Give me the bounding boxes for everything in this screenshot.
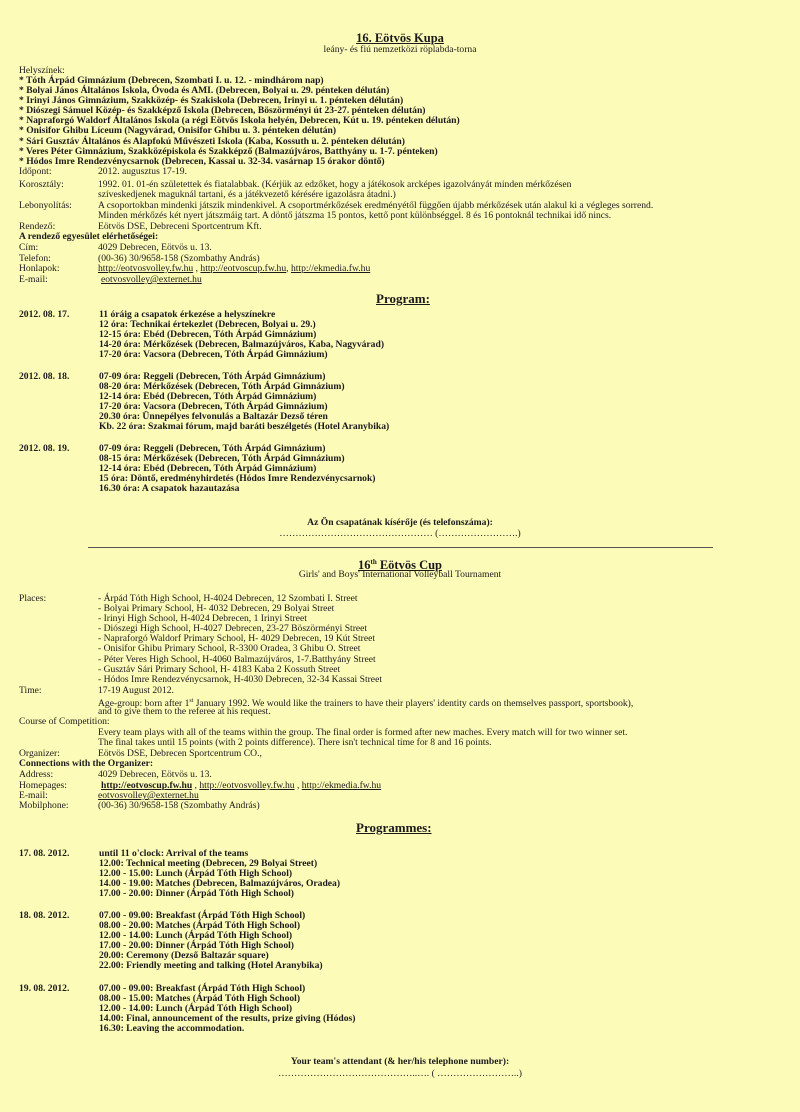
email-label: E-mail: [19, 790, 48, 801]
venue-item: * Tóth Árpád Gimnázium (Debrecen, Szombati I. u. 12. - mindhárom nap) [19, 75, 324, 86]
email-link[interactable]: eotvosvolley@externet.hu [98, 790, 199, 801]
age-value: 1992. 01. 01-én születettek és fiatalabbak. (Kérjük az edzőket, hogy a játékosok arcképes igazolványát minden mérkőzésen [98, 179, 572, 190]
phone-value: (00-36) 30/9658-158 (Szombathy András) [98, 253, 260, 264]
schedule-item: 12-14 óra: Ebéd (Debrecen, Tóth Árpád Gimnázium) [99, 391, 317, 403]
schedule-day [99, 984, 355, 1034]
course-label: Course of Competition: [19, 716, 110, 727]
organizer-label: Rendező: [19, 221, 56, 232]
page-title: 16. Eötvös Kupa [356, 31, 444, 45]
section-divider [88, 547, 713, 548]
mobile-value: (00-36) 30/9658-158 (Szombathy András) [98, 800, 260, 811]
schedule-item: 17-20 óra: Vacsora (Debrecen, Tóth Árpád Gimnázium) [99, 349, 328, 361]
schedule-item: 11 óráig a csapatok érkezése a helyszínekre [99, 309, 276, 320]
attendant-fill-line: ……………………………………..…. ( ……………………..) [278, 1068, 522, 1079]
schedule-item: 14.00 - 19.00: Matches (Debrecen, Balmazújváros, Oradea) [99, 878, 341, 890]
schedule-item: 20.00: Ceremony (Dezső Baltazár square) [99, 950, 269, 962]
email-label: E-mail: [19, 274, 48, 285]
schedule-date: 17. 08. 2012. [19, 848, 70, 859]
schedule-day [99, 310, 384, 360]
english-subtitle: Girls' and Boys' International Volleyball Tournament [298, 569, 502, 580]
page-subtitle: leány- és fiú nemzetközi röplabda-torna [323, 44, 477, 55]
schedule-day [99, 911, 323, 972]
schedule-item: 16.30 óra: A csapatok hazautazása [99, 483, 240, 495]
homepage-link[interactable]: http://eotvoscup.fw.hu [200, 263, 287, 274]
english-title: 16th Eötvös Cup [357, 558, 443, 573]
attendant-label: Az Ön csapatának kísérője (és telefonszáma): [307, 517, 493, 528]
place-item: - Diószegi High School, H-4027 Debrecen, 23-27 Böszörményi Street [98, 623, 368, 635]
course-value: A csoportokban mindenki játszik mindenkivel. A csoportmérkőzések eredményétől függően újabb mérkőzések után alakul ki a végleges sorrend. [98, 200, 654, 211]
age-group-text-2: and to give them to the referee at his request. [98, 706, 271, 717]
homepage-links: http://eotvoscup.fw.hu , http://eotvosvolley.fw.hu , http://ekmedia.fw.hu [101, 780, 382, 791]
venue-item: * Veres Péter Gimnázium, Szakközépiskola és Szakképző (Balmazújváros, Batthyány u. 1-7. pénteken) [19, 145, 438, 157]
schedule-item: 08.00 - 15.00: Matches (Árpád Tóth High School) [99, 993, 301, 1005]
organizer-value: Eötvös DSE, Debreceni Sportcentrum Kft. [98, 221, 262, 232]
schedule-day [99, 372, 389, 433]
schedule-item: 22.00: Friendly meeting and talking (Hotel Aranybika) [99, 960, 323, 972]
schedule-item: 15 óra: Döntő, eredményhirdetés (Hódos Imre Rendezvénycsarnok) [99, 473, 376, 485]
place-item: - Bolyai Primary School, H- 4032 Debrecen, 29 Bolyai Street [98, 603, 335, 615]
schedule-item: 12.00: Technical meeting (Debrecen, 29 Bolyai Street) [99, 858, 318, 870]
places-label: Places: [19, 593, 47, 604]
address-value: 4029 Debrecen, Eötvös u. 13. [98, 769, 212, 780]
venue-item: * Diószegi Sámuel Közép- és Szakképző Iskola (Debrecen, Böszörményi út 23-27. pénteken délután) [19, 105, 426, 117]
homepage-link[interactable]: http://ekmedia.fw.hu [290, 263, 371, 274]
venue-item: * Irinyi János Gimnázium, Szakközép- és Szakiskola (Debrecen, Irinyi u. 1. pénteken délután) [19, 95, 404, 107]
places-list [98, 594, 382, 685]
address-value: 4029 Debrecen, Eötvös u. 13. [98, 242, 212, 253]
schedule-date: 18. 08. 2012. [19, 910, 70, 921]
homepage-link[interactable]: http://eotvoscup.fw.hu [101, 780, 193, 791]
place-item: - Hódos Imre Rendezvénycsarnok, H-4030 Debrecen, 32-34 Kassai Street [98, 673, 382, 685]
contact-heading: A rendező egyesület elérhetőségei: [19, 231, 159, 242]
schedule-item: 12.00 - 14.00: Lunch (Árpád Tóth High School) [99, 1003, 293, 1015]
schedule-item: 17-20 óra: Vacsora (Debrecen, Tóth Árpád Gimnázium) [99, 401, 328, 413]
phone-label: Telefon: [19, 253, 51, 264]
venue-item: * Onisifor Ghibu Líceum (Nagyvárad, Onisifor Ghibu u. 3. pénteken délután) [19, 125, 337, 137]
organizer-value: Eötvös DSE, Debrecen Sportcentrum CO., [98, 748, 262, 759]
homepage-link[interactable]: http://ekmedia.fw.hu [301, 780, 382, 791]
homepage-link[interactable]: http://eotvosvolley.fw.hu [199, 780, 295, 791]
age-label: Korosztály: [19, 179, 64, 190]
programmes-heading: Programmes: [356, 820, 432, 835]
venues-label: Helyszínek: [19, 65, 65, 76]
schedule-item: 07-09 óra: Reggeli (Debrecen, Tóth Árpád Gimnázium) [99, 443, 326, 454]
homepage-link[interactable]: http://eotvosvolley.fw.hu [98, 263, 194, 274]
course-value-2: Minden mérkőzés két nyert játszmáig tart. A döntő játszma 15 pontos, kettő pont különbséggel. 8 és 16 pontoknál technikai idő nincs. [98, 210, 612, 221]
venue-list [19, 76, 460, 167]
organizer-label: Organizer: [19, 748, 60, 759]
time-value: 17-19 August 2012. [98, 685, 174, 696]
attendant-fill-line: ………………………………………… (…………………….) [279, 528, 521, 539]
address-label: Cím: [19, 242, 39, 253]
course-text: Every team plays with all of the teams within the group. The final order is formed after new maches. Every match will for two winner set. [98, 727, 628, 738]
venue-item: * Sári Gusztáv Általános és Alapfokú Művészeti Iskola (Kaba, Kossuth u. 2. pénteken délután) [19, 135, 405, 147]
schedule-item: 20.30 óra: Ünnepélyes felvonulás a Baltazár Dezső téren [99, 411, 328, 423]
place-item: - Árpád Tóth High School, H-4024 Debrecen, 12 Szombati I. Street [98, 593, 358, 604]
schedule-date: 2012. 08. 19. [19, 443, 70, 454]
venue-item: * Hódos Imre Rendezvénycsarnok (Debrecen, Kassai u. 32-34. vasárnap 15 órakor döntő) [19, 155, 385, 167]
schedule-item: Kb. 22 óra: Szakmai fórum, majd baráti beszélgetés (Hotel Aranybika) [99, 421, 390, 433]
schedule-item: 17.00 - 20.00: Dinner (Árpád Tóth High School) [99, 940, 295, 952]
place-item: - Péter Veres High School, H-4060 Balmazújváros, 1-7.Batthyány Street [98, 653, 376, 665]
schedule-item: 12 óra: Technikai értekezlet (Debrecen, Bolyai u. 29.) [99, 319, 316, 331]
schedule-item: 07-09 óra: Reggeli (Debrecen, Tóth Árpád Gimnázium) [99, 371, 326, 382]
homepages-label: Homepages: [19, 780, 67, 791]
place-item: - Irinyi High School, H-4024 Debrecen, 1 Irinyi Street [98, 613, 307, 625]
schedule-item: 14-20 óra: Mérkőzések (Debrecen, Balmazújváros, Kaba, Nagyvárad) [99, 339, 385, 351]
homepage-links: http://eotvosvolley.fw.hu , http://eotvoscup.fw.hu, http://ekmedia.fw.hu [98, 263, 371, 274]
place-item: - Onisifor Ghibu Primary School, R-3300 Oradea, 3 Ghibu O. Street [98, 643, 361, 655]
schedule-item: 17.00 - 20.00: Dinner (Árpád Tóth High School) [99, 888, 295, 900]
time-label: Time: [19, 685, 42, 696]
schedule-item: 08-15 óra: Mérkőzések (Debrecen, Tóth Árpád Gimnázium) [99, 453, 345, 465]
schedule-date: 2012. 08. 18. [19, 371, 70, 382]
venue-item: * Napraforgó Waldorf Általános Iskola (a régi Eötvös Iskola helyén, Debrecen, Kút u. 19. pénteken délután) [19, 115, 460, 127]
schedule-day [99, 444, 376, 494]
schedule-item: 07.00 - 09.00: Breakfast (Árpád Tóth High School) [99, 910, 306, 921]
attendant-label: Your team's attendant (& her/his telephone number): [290, 1056, 510, 1067]
schedule-item: 07.00 - 09.00: Breakfast (Árpád Tóth High School) [99, 983, 306, 994]
schedule-date: 2012. 08. 17. [19, 309, 70, 320]
schedule-item: 12-14 óra: Ebéd (Debrecen, Tóth Árpád Gimnázium) [99, 463, 317, 475]
schedule-item: 08-20 óra: Mérkőzések (Debrecen, Tóth Árpád Gimnázium) [99, 381, 345, 393]
schedule-day [99, 849, 340, 899]
place-item: - Napraforgó Waldorf Primary School, H- 4029 Debrecen, 19 Kút Street [98, 633, 376, 645]
place-item: - Gusztáv Sári Primary School, H- 4183 Kaba 2 Kossuth Street [98, 663, 341, 675]
time-value: 2012. augusztus 17-19. [98, 166, 187, 177]
homepages-label: Honlapok: [19, 263, 60, 274]
schedule-item: until 11 o'clock: Arrival of the teams [99, 848, 249, 859]
schedule-item: 12.00 - 14.00: Lunch (Árpád Tóth High School) [99, 930, 293, 942]
email-link[interactable]: eotvosvolley@externet.hu [101, 274, 202, 285]
schedule-item: 08.00 - 20.00: Matches (Árpád Tóth High School) [99, 920, 301, 932]
schedule-item: 12-15 óra: Ebéd (Debrecen, Tóth Árpád Gimnázium) [99, 329, 317, 341]
venue-item: * Bolyai János Általános Iskola, Óvoda és AMI. (Debrecen, Bolyai u. 29. pénteken délután) [19, 85, 390, 97]
connections-heading: Connections with the Organizer: [19, 758, 154, 769]
time-label: Időpont: [19, 166, 52, 177]
age-group-text: Age-group: born after 1st January 1992. We would like the trainers to have their players' identity cards on themselves passport, sportsbook), [98, 698, 634, 710]
schedule-date: 19. 08. 2012. [19, 983, 70, 994]
program-heading: Program: [376, 291, 430, 306]
course-label: Lebonyolítás: [19, 200, 72, 211]
age-value-2: szíveskedjenek maguknál tartani, és a játékvezető kérésére igazolásra átadni.) [98, 189, 396, 200]
schedule-item: 16.30: Leaving the accommodation. [99, 1023, 245, 1035]
schedule-item: 12.00 - 15.00: Lunch (Árpád Tóth High School) [99, 868, 293, 880]
address-label: Address: [19, 769, 54, 780]
schedule-item: 14.00: Final, announcement of the results, prize giving (Hódos) [99, 1013, 356, 1025]
course-text-2: The final takes until 15 points (with 2 points difference). There isn't technical time for 8 and 16 points. [98, 737, 492, 748]
mobile-label: Mobilphone: [19, 800, 69, 811]
